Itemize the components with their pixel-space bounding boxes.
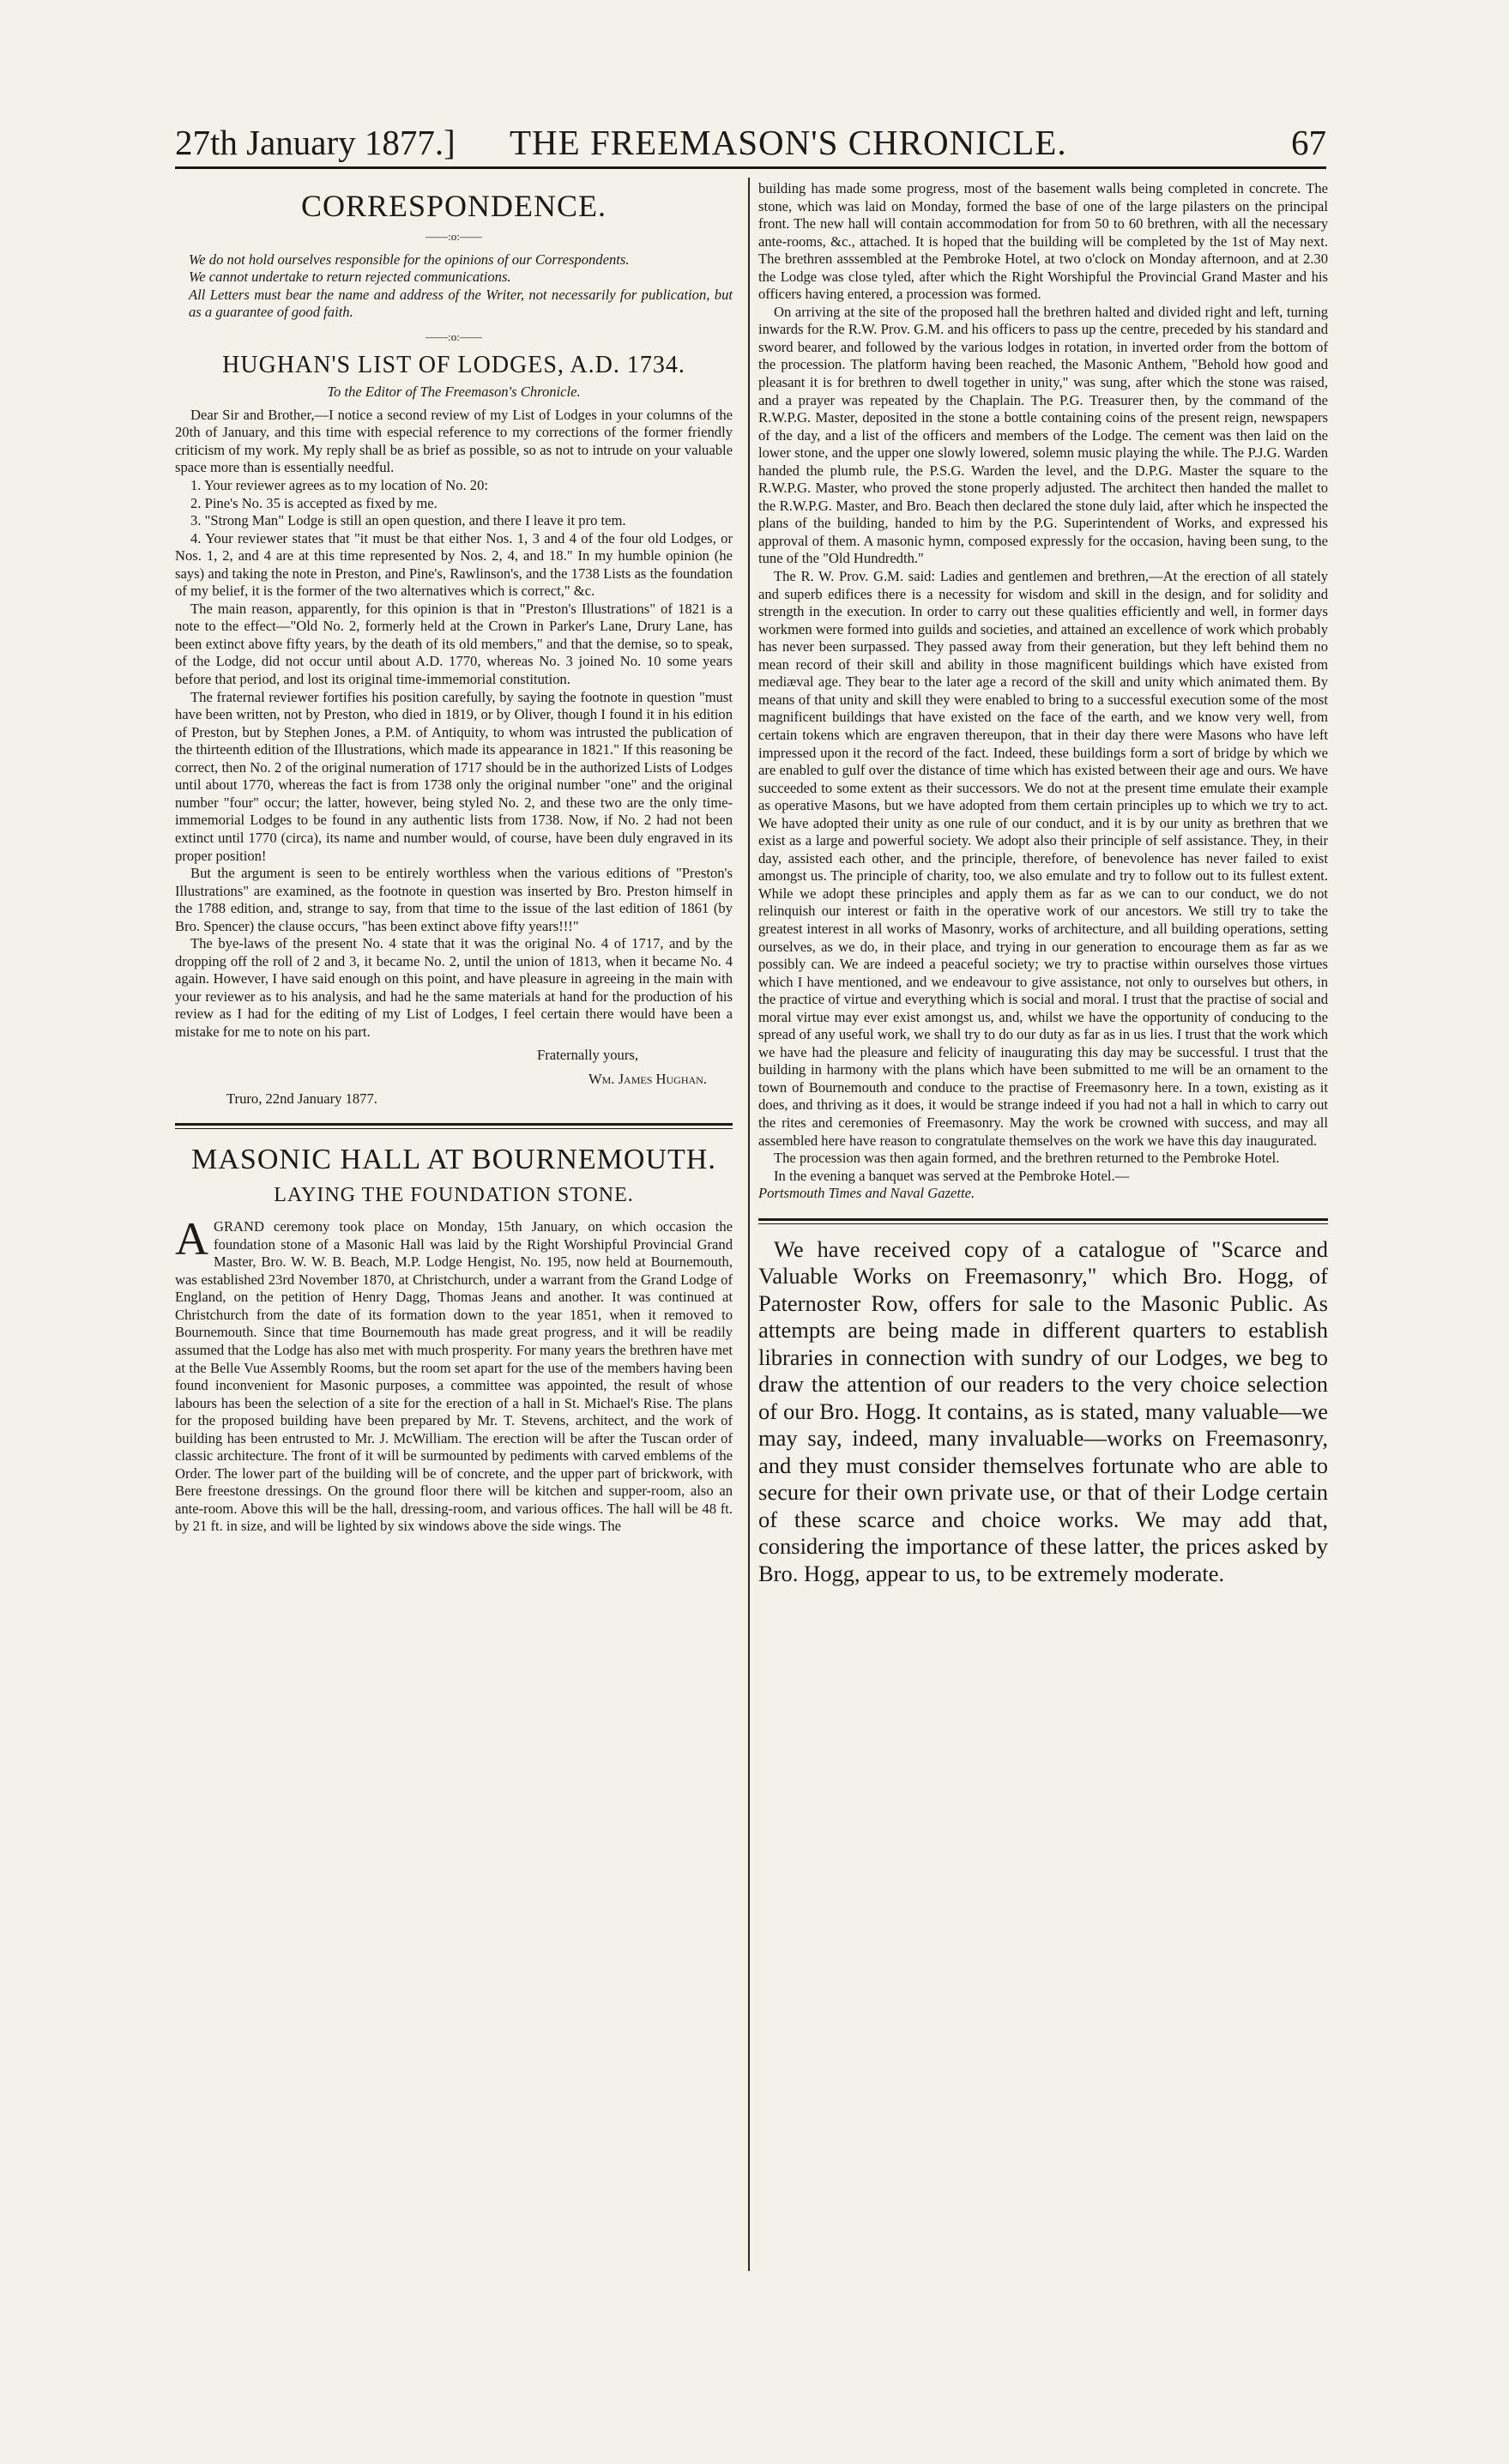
letter-paragraph: The bye-laws of the present No. 4 state that it was the original No. 4 of 1717, and by the dropping off the roll of 2 and 3, it became No. 2, until the union of 1813, when it became No. 4 again. However, I have said enough on this point, and have pleasure in agreeing in the main with your reviewer as to his analysis, and had he the same materials at hand for the production of his review as I had for the editing of my List of Lodges, I feel certain there would have been a mistake for me to note on his part.	[175, 935, 733, 1040]
correspondence-heading: CORRESPONDENCE.	[300, 189, 607, 223]
hughan-letter	[175, 407, 733, 1042]
letter-paragraph: 1. Your reviewer agrees as to my location of No. 20:	[190, 477, 489, 494]
article-paragraph: GRAND ceremony took place on Monday, 15th January, on which occasion the foundation stone of a Masonic Hall was laid by the Right Worshipful Provincial Grand Master, Bro. W. W. B. Beach, M.P. Lodge Hengist, No. 195, now held at Bournemouth, was established 23rd November 1870, at Christchurch, under a warrant from the Grand Lodge of England, on the petition of Henry Dagg, Thomas Jeans and another. It was continued at Christchurch from the date of its formation down to the year 1851, when it removed to Bournemouth. Since that time Bournemouth has made great progress, and it will be readily assumed that the Lodge has also met with much prosperity. For many years the brethren have met at the Belle Vue Assembly Rooms, but the room set apart for the use of the members having been found inconvenient for Masonic purposes, a committee was appointed, the result of whose labours has been the selection of a site for the erection of a hall in St. Michael's Rise. The plans for the proposed building have been prepared by Mr. T. Stevens, architect, and the work of building has been entrusted to Mr. J. McWilliam. The erection will be after the Tuscan order of classic architecture. The front of it will be surmounted by pediments with carved emblems of the Order. The lower part of the building will be of concrete, and the upper part of brickwork, with Bere freestone dressings. On the ground floor there will be kitchen and supper-room, also an ante-room. Above this will be the hall, dressing-room, and various offices. The hall will be 48 ft. by 21 ft. in size, and will be lighted by six windows above the side wings. The	[175, 1218, 733, 1535]
section-divider: ——:o:——	[426, 329, 482, 343]
letter-place-date: Truro, 22nd January 1877.	[226, 1090, 377, 1107]
letter-paragraph: 2. Pine's No. 35 is accepted as fixed by me.	[190, 494, 438, 511]
editorial-note: All Letters must bear the name and address of the Writer, not necessarily for publication, but as a guarantee of good faith.	[189, 286, 733, 321]
article-paragraph: building has made some progress, most of the basement walls being completed in concrete. The stone, which was laid on Monday, formed the base of one of the large pilasters on the principal front. The new hall will contain accommodation for from 50 to 60 brethren, with all the necessary ante-rooms, &c., attached. It is hoped that the building will be completed by the 1st of May next. The brethren asssembled at the Pembroke Hotel, at two o'clock on Monday afternoon, and at 2.30 the Lodge was close tyled, after which the Right Worshipful the Provincial Grand Master and his officers having entered, a procession was formed.	[758, 180, 1328, 303]
right-column	[758, 180, 1328, 1587]
masthead-rule	[175, 166, 1326, 169]
issue-date: 27th January 1877.]	[175, 123, 456, 162]
letter-signature: Wm. James Hughan.	[588, 1071, 707, 1088]
letter-paragraph: 3. "Strong Man" Lodge is still an open question, and there I leave it pro tem.	[190, 512, 626, 529]
letter-closing: Fraternally yours,	[537, 1046, 638, 1063]
hughan-heading: HUGHAN'S LIST OF LODGES, A.D. 1734.	[222, 352, 685, 379]
letter-paragraph: Dear Sir and Brother,—I notice a second review of my List of Lodges in your columns of the 20th of January, and this time with especial reference to my corrections of the former friendly criticism of my work. My reply shall be as brief as possible, so as not to intrude on your valuable space more than is essentially needful.	[175, 406, 733, 476]
article-paragraph: The procession was then again formed, and the brethren returned to the Pembroke Hotel.	[774, 1150, 1280, 1167]
letter-paragraph: The main reason, apparently, for this opinion is that in "Preston's Illustrations" of 1821 is a note to the effect—"Old No. 2, formerly held at the Crown in Parker's Lane, Drury Lane, has been extinct above fifty years, by the death of its old members," and that the demise, so to speak, of the Lodge, did not occur until about A.D. 1770, whereas No. 3 joined No. 10 some years before that period, and lost its original time-immemorial constitution.	[175, 600, 733, 688]
article-paragraph: In the evening a banquet was served at the Pembroke Hotel.—	[774, 1167, 1130, 1184]
article-separator	[758, 1218, 1328, 1224]
column-divider	[748, 178, 750, 2271]
publication-title: THE FREEMASON'S CHRONICLE.	[510, 123, 1067, 162]
masonic-hall-article	[175, 1213, 733, 1536]
masonic-hall-heading: MASONIC HALL AT BOURNEMOUTH.	[191, 1144, 716, 1176]
editorial-note: We cannot undertake to return rejected communications.	[189, 269, 511, 286]
letter-paragraph: 4. Your reviewer states that "it must be that either Nos. 1, 3 and 4 of the four old Lodges, or Nos. 1, 2, and 4 are at this time represented by Nos. 2, 4, and 18." In my humble opinion (he says) and taking the note in Preston, and Pine's, Rawlinson's, and the 1738 Lists as the foundation of my belief, it is the former of the two alternatives which is correct," &c.	[175, 529, 733, 600]
left-column	[175, 180, 733, 1536]
drop-cap: A	[175, 1213, 208, 1265]
to-editor-line: To the Editor of The Freemason's Chronicle.	[327, 383, 581, 401]
section-divider: ——:o:——	[426, 230, 482, 243]
article-paragraph: On arriving at the site of the proposed hall the brethren halted and divided right and left, turning inwards for the R.W. Prov. G.M. and his officers to pass up the centre, preceded by his standard and sword bearer, and followed by the various lodges in rotation, in inverted order from the bottom of the procession. The platform having been reached, the Masonic Anthem, "Behold how good and pleasant it is for brethren to dwell together in unity," was sung, after which the stone was raised, and a prayer was repeated by the Chaplain. The P.G. Treasurer then, by the command of the R.W.P.G. Master, deposited in the stone a bottle containing coins of the present reign, newspapers of the day, and a list of the officers and members of the Lodge. The cement was then laid on the lower stone, and the upper one slowly lowered, solemn music playing the while. The P.J.G. Warden handed the plumb rule, the P.S.G. Warden the level, and the D.P.G. Master the square to the R.W.P.G. Master, who proved the stone properly adjusted. The architect then handed the mallet to the R.W.P.G. Master, and Bro. Beach then declared the stone duly laid, after which he inspected the plans of the building, handed to him by the P.G. Superintendent of Works, and expressed his approval of them. A masonic hymn, composed expressly for the occasion, having been sung, to the tune of the "Old Hundredth."	[758, 303, 1328, 567]
article-separator	[175, 1123, 733, 1129]
letter-paragraph: The fraternal reviewer fortifies his position carefully, by saying the footnote in question "must have been written, not by Preston, who died in 1819, or by Oliver, though I found it in his edition of Preston, but by Stephen Jones, a P.M. of Antiquity, to whom was intrusted the publication of the thirteenth edition of the Illustrations, which made its appearance in 1821." If this reasoning be correct, then No. 2 of the original numeration of 1717 should be in the authorized Lists of Lodges until about 1770, whereas the fact is from 1738 only the original number "one" and the original number "four" occur; the latter, however, being styled No. 2, and these two are the only time-immemorial Lodges to be found in any authentic lists from 1738. Now, if No. 2 had not been extinct until 1770 (circa), its name and number would, of course, have been duly engraved in its proper position!	[175, 688, 733, 864]
editorial-note: We do not hold ourselves responsible for the opinions of our Correspondents.	[189, 251, 630, 268]
article-paragraph: The R. W. Prov. G.M. said: Ladies and gentlemen and brethren,—At the erection of all stately and superb edifices there is a necessity for wisdom and skill in the design, and for solidity and strength in the execution. In order to carry out these qualities efficiently and well, in former days workmen were formed into guilds and societies, and attained an excellence of work which probably has never been surpassed. They passed away from their generation, but they left behind them no mean record of their skill and ability in those magnificent buildings which have existed from mediæval age. They bear to the later age a record of the skill and unity which animated them. By means of that unity and skill they were enabled to bring to a successful execution some of the most magnificent buildings that have existed on the face of the earth, and we know very well, from certain tokens which are engraven thereupon, that in their day there were Masons who have left impressed upon it the record of the fact. Indeed, these buildings form a sort of bridge by which we are enabled to gulf over the distance of time which has existed between their age and ours. We have succeeded to some extent as their successors. We do not at the present time emulate their example as operative Masons, but we have adopted from them certain principles up to which we try to act. We have adopted their unity as one rule of our conduct, and it is by our unity as brethren that we exist as a large and powerful society. We adopt also their principle of self assistance. They, in their day, assisted each other, and the principle, therefore, of benevolence has never failed to exist amongst us. The principle of charity, too, we also emulate and try to follow out to its fullest extent. While we adopt these principles and apply them as far as we can to our conduct, we do not relinquish our interest or faith in the operative work of our ancestors. We still try to take the greatest interest in all works of Masonry, works of architecture, and all building operations, setting ourselves, as we do, in their place, and trying in our generation to encourage them as far as we possibly can. We are indeed a peaceful society; we try to practise within ourselves those virtues which I have mentioned, and we endeavour to give assistance, not only to ourselves but others, in the practice of virtue and everything which is social and moral. I trust that the practise of social and moral virtue may ever exist amongst us, and, whilst we have the opportunity of conducing to the spread of any useful work, we shall try to do our duty as far as in us lies. I trust that the work which we have had the pleasure and felicity of inaugurating this day may be successful. I trust that the building in harmony with the plans which have been submitted to me will be an ornament to the town of Bournemouth and conduce to the practise of Freemasonry here. In a town, existing as it does, and thriving as it does, it would be strange indeed if you had not a hall in which to carry out the rites and ceremonies of Freemasonry. May the work be crowned with success, and may all assembled here have reason to congratulate themselves on the work we have this day inaugurated.	[758, 568, 1328, 1149]
page-number: 67	[1291, 123, 1326, 162]
masthead	[175, 118, 1326, 166]
catalogue-notice: We have received copy of a catalogue of "Scarce and Valuable Works on Freemasonry," which Bro. Hogg, of Paternoster Row, offers for sale to the Masonic Public. As attempts are being made in different quarters to establish libraries in connection with sundry of our Lodges, we beg to draw the attention of our readers to the very choice selection of our Bro. Hogg. It contains, as is stated, many valuable—we may say, indeed, many invaluable—works on Freemasonry, and they must consider themselves fortunate who are able to secure for their own private use, or that of their Lodge certain of these scarce and choice works. We may add that, considering the importance of these latter, the prices asked by Bro. Hogg, appear to us, to be extremely moderate.	[758, 1235, 1328, 1586]
article-source: Portsmouth Times and Naval Gazette.	[758, 1185, 975, 1202]
letter-paragraph: But the argument is seen to be entirely worthless when the various editions of "Preston's Illustrations" are examined, as the footnote in question was inserted by Bro. Preston himself in the 1788 edition, and, strange to say, from that time to the issue of the last edition of 1861 (by Bro. Spencer) the clause occurs, "has been extinct above fifty years!!!"	[175, 865, 733, 934]
masonic-hall-subheading: LAYING THE FOUNDATION STONE.	[274, 1184, 634, 1207]
editorial-notes	[175, 251, 733, 322]
